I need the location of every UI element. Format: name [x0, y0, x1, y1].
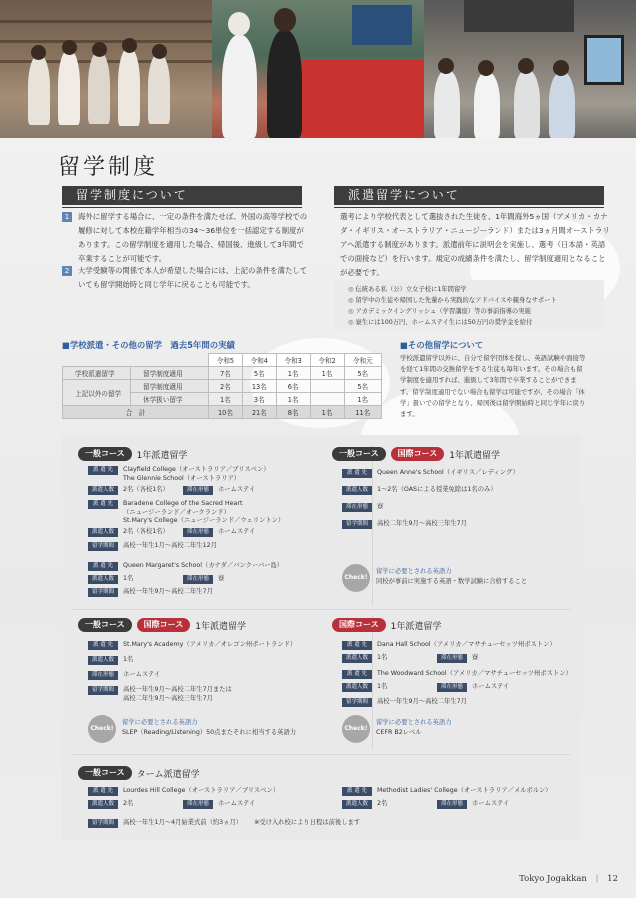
style-label: 滞在形態	[183, 528, 213, 537]
cell: 2名	[209, 380, 243, 393]
period-label: 留学期間	[342, 520, 372, 529]
cell: 7名	[209, 367, 243, 380]
course-1-count-1	[88, 486, 363, 495]
divider	[72, 609, 570, 610]
style-label: 滞在形態	[437, 654, 467, 663]
check-badge: Check!	[342, 564, 370, 592]
period-value: 高校二年生9月〜高校三年生7月	[377, 520, 467, 527]
course-4-dest-2	[342, 670, 577, 679]
general-course-badge: 一般コース	[78, 447, 132, 461]
cell: 3名	[242, 393, 276, 406]
general-course-badge: 一般コース	[78, 618, 132, 632]
course-1-count-2	[88, 528, 363, 537]
cell: 21名	[242, 406, 276, 419]
count-label: 派遣人数	[342, 654, 372, 663]
dest-value: The Woodward School（アメリカ／マサチューセッツ州ボストン）	[377, 670, 572, 677]
course-2-requirement	[376, 567, 572, 587]
page-number: 12	[607, 874, 618, 884]
cell: 6名	[276, 380, 310, 393]
cell: 11名	[344, 406, 382, 419]
page-footer	[519, 874, 618, 884]
cell: 5名	[242, 367, 276, 380]
count-value: 1名	[123, 575, 134, 582]
international-course-badge: 国際コース	[137, 618, 191, 632]
dest-value: Queen Anne's School（イギリス／レディング）	[377, 469, 519, 476]
style-label: 滞在形態	[88, 671, 118, 680]
dest-value: Lourdes Hill College（オーストラリア／ブリスベン）	[123, 787, 280, 794]
count-label: 派遣人数	[342, 800, 372, 809]
checklist-item: ◎ 留学中の生徒や帰国した先輩から実践的なアドバイスや親身なサポート	[348, 295, 590, 306]
style-label: 滞在形態	[183, 575, 213, 584]
style-value: 寮	[472, 654, 479, 661]
dest-value: Methodist Ladies' College（オーストラリア／メルボルン）	[377, 787, 552, 794]
period-value: 高校一年生9月〜高校二年生7月または 高校二年生9月〜高校三年生7月	[123, 686, 232, 702]
cell	[310, 380, 344, 393]
cell: 1名	[310, 367, 344, 380]
period-label: 留学期間	[342, 698, 372, 707]
other-study-heading: ■その他留学について	[400, 340, 484, 350]
course-3-period	[88, 686, 363, 703]
count-value: 2名（各校1名）	[123, 528, 169, 535]
course-1-dest-3	[88, 562, 363, 571]
course-3-style	[88, 671, 363, 680]
dest-label: 派 遣 先	[88, 787, 118, 796]
course-4-count-1	[342, 654, 577, 663]
style-label: 滞在形態	[437, 800, 467, 809]
period-label: 留学期間	[88, 819, 118, 828]
row-label: 留学制度適用	[131, 367, 209, 380]
period-value: 高校一年生1月〜高校二年生12月	[123, 542, 217, 549]
course-1-dest-2	[88, 500, 363, 526]
other-study-text: 学校派遣留学以外に、自分で留学団体を探し、英語試験や面接等を経て1年間の交換留学をする生徒も毎年います。その場合も留学制度を適用すれば、進級して3年間で卒業することができます。留学制度適用でない場合も留学は可能ですが、その場合「休学」扱いでの留学となり、帰国後は留学開始時と同じ学年に戻ります。	[400, 354, 586, 419]
count-value: 1名	[123, 656, 134, 663]
item-number: 2	[62, 266, 72, 276]
requirement-text: 同校が事前に実施する英語・数学試験に合格すること	[376, 578, 528, 585]
row-group: 上記以外の留学	[63, 380, 131, 406]
style-label: 滞在形態	[183, 800, 213, 809]
style-label: 滞在形態	[342, 503, 372, 512]
cell: 8名	[276, 406, 310, 419]
footer-separator: |	[595, 874, 599, 884]
course-5-title	[78, 766, 200, 780]
course-5-count-2	[342, 800, 577, 809]
style-value: ホームステイ	[218, 528, 256, 535]
library-group-photo	[0, 0, 212, 138]
requirement-text: CEFR B2レベル	[376, 729, 422, 736]
dest-label: 派 遣 先	[88, 500, 118, 509]
course-name: 1年派遣留学	[136, 450, 188, 461]
course-5-dest-1	[88, 787, 338, 796]
course-1-period-3	[88, 588, 363, 597]
count-value: 1〜2名（OASによる授業免除は1名のみ）	[377, 486, 497, 493]
course-2-period	[342, 520, 572, 529]
row-label: 休学扱い留学	[131, 393, 209, 406]
course-5-count-1	[88, 800, 338, 809]
count-value: 1名	[377, 654, 388, 661]
count-value: 2名	[123, 800, 134, 807]
dest-label: 派 遣 先	[342, 469, 372, 478]
course-5-period	[88, 819, 568, 828]
dest-value: Dana Hall School（アメリカ／マサチューセッツ州ボストン）	[377, 641, 556, 648]
course-name: 1年派遣留学	[195, 621, 246, 632]
year-header: 令和4	[242, 354, 276, 367]
year-header: 令和2	[310, 354, 344, 367]
course-1-title	[78, 447, 187, 461]
period-value: 高校一年生9月〜高校二年生7月	[377, 698, 467, 705]
table-row	[63, 380, 382, 393]
course-panel	[62, 435, 580, 840]
course-4-dest-1	[342, 641, 577, 650]
cell: 13名	[242, 380, 276, 393]
checklist-item: ◎ 寮生には100万円、ホームステイ生には50万円の奨学金を給付	[348, 317, 590, 328]
course-1-period-2	[88, 542, 363, 551]
total-label: 合 計	[63, 406, 209, 419]
dest-label: 派 遣 先	[342, 670, 372, 679]
check-badge: Check!	[342, 715, 370, 743]
period-label: 留学期間	[88, 588, 118, 597]
course-4-period	[342, 698, 577, 707]
table-row	[63, 367, 382, 380]
course-5-dest-2	[342, 787, 577, 796]
requirement-heading: 留学に必要とされる英語力	[122, 719, 198, 726]
count-label: 派遣人数	[88, 528, 118, 537]
cell: 5名	[344, 380, 382, 393]
results-table	[62, 353, 382, 419]
cell: 5名	[344, 367, 382, 380]
dest-value: Clayfield College（オーストラリア／ブリスベン） The Glennie School（オーストラリア）	[123, 466, 270, 482]
style-value: ホームステイ	[218, 800, 256, 807]
check-badge: Check!	[88, 715, 116, 743]
style-value: ホームステイ	[123, 671, 161, 678]
dest-label: 派 遣 先	[88, 641, 118, 650]
left-section-heading: 留学制度について	[62, 186, 302, 205]
style-value: 寮	[218, 575, 225, 582]
course-2-dest	[342, 469, 572, 478]
right-section-text: 選考により学校代表として選抜された生徒を、1年間海外5ヵ国（アメリカ・カナダ・イギリス・オーストラリア・ニュージーランド）または3ヵ月間オーストラリアへ派遣する制度があります。派遣前年に説明会を実施し、選考（日本語・英語での面接など）を行います。規定の成績条件を満たし、留学制度適用となることが必要です。	[340, 212, 610, 277]
item-number: 1	[62, 212, 72, 222]
left-item-1	[62, 210, 308, 266]
general-course-badge: 一般コース	[78, 766, 132, 780]
course-1-count-3	[88, 575, 363, 584]
year-header: 令和3	[276, 354, 310, 367]
course-1-dest-1	[88, 466, 363, 483]
cell	[310, 393, 344, 406]
count-label: 派遣人数	[88, 656, 118, 665]
cell: 10名	[209, 406, 243, 419]
cell: 1名	[310, 406, 344, 419]
table-total-row	[63, 406, 382, 419]
market-photo	[212, 0, 424, 138]
period-label: 留学期間	[88, 542, 118, 551]
period-value: 高校一年生9月〜高校二年生7月	[123, 588, 213, 595]
dest-label: 派 遣 先	[342, 787, 372, 796]
row-label: 留学制度適用	[131, 380, 209, 393]
count-label: 派遣人数	[88, 800, 118, 809]
course-3-count	[88, 656, 363, 665]
benefit-checklist	[334, 280, 604, 330]
right-section-heading: 派遣留学について	[334, 186, 604, 205]
course-3-requirement	[122, 718, 367, 738]
item-text: 海外に留学する場合に、一定の条件を満たせば、外国の高等学校での履修に対して本校在籍学年相当の34〜36単位を一括認定する制度があります。この留学制度を適用した場合、帰国後、進級して3年間で卒業することが可能です。	[78, 212, 308, 263]
period-label: 留学期間	[88, 686, 118, 695]
item-text: 大学受験等の関係で本人が希望した場合には、上記の条件を満たしていても留学開始時と同じ学年に戻ることも可能です。	[78, 266, 308, 289]
header-photo-strip	[0, 0, 636, 138]
dest-value: St.Mary's Academy（アメリカ／オレゴン州ポートランド）	[123, 641, 297, 648]
course-name: ターム派遣留学	[136, 769, 200, 780]
count-value: 2名（各校1名）	[123, 486, 169, 493]
international-course-badge: 国際コース	[332, 618, 386, 632]
count-value: 1名	[377, 683, 388, 690]
requirement-text: SLEP（Reading/Listening）50点またそれに相当する英語力	[122, 729, 297, 736]
count-label: 派遣人数	[88, 575, 118, 584]
year-header: 令和5	[209, 354, 243, 367]
dest-label: 派 遣 先	[342, 641, 372, 650]
course-3-dest	[88, 641, 363, 650]
dest-label: 派 遣 先	[88, 466, 118, 475]
requirement-heading: 留学に必要とされる英語力	[376, 719, 452, 726]
course-3-title	[78, 618, 246, 632]
cell: 1名	[276, 367, 310, 380]
course-2-title	[332, 447, 500, 461]
school-name: Tokyo Jogakkan	[519, 874, 587, 884]
results-table-title: ■学校派遣・その他の留学 過去5年間の実績	[62, 340, 235, 350]
checklist-item: ◎ 伝統ある私（公）立女子校に1年間留学	[348, 284, 590, 295]
course-2-style	[342, 503, 572, 512]
cell: 1名	[276, 393, 310, 406]
style-label: 滞在形態	[183, 486, 213, 495]
cell: 1名	[344, 393, 382, 406]
count-label: 派遣人数	[342, 683, 372, 692]
page-title: 留学制度	[58, 155, 159, 180]
count-label: 派遣人数	[342, 486, 372, 495]
count-label: 派遣人数	[88, 486, 118, 495]
museum-photo	[424, 0, 636, 138]
course-name: 1年派遣留学	[449, 450, 500, 461]
style-label: 滞在形態	[437, 683, 467, 692]
style-value: ホームステイ	[218, 486, 256, 493]
dest-value: Queen Margaret's School（カナダ／バンクーバー島）	[123, 562, 284, 569]
checklist-item: ◎ アカデミックイングリッシュ（学習講座）等の事前指導の実施	[348, 306, 590, 317]
style-value: 寮	[377, 503, 384, 510]
course-4-count-2	[342, 683, 577, 692]
dest-value: Baradene College of the Sacred Heart （ニュージーランド／オークランド） St.Mary's College（ニュージーランド／ウェリントン）	[123, 500, 285, 524]
course-name: 1年派遣留学	[390, 621, 442, 632]
row-group: 学校派遣留学	[63, 367, 131, 380]
course-4-requirement	[376, 718, 572, 738]
left-item-2	[62, 264, 308, 292]
course-4-title	[332, 618, 441, 632]
style-value: ホームステイ	[472, 683, 510, 690]
period-value: 高校一年生1月〜4月始業式前（約3ヵ月）	[123, 819, 243, 826]
course-2-count	[342, 486, 572, 495]
general-course-badge: 一般コース	[332, 447, 386, 461]
international-course-badge: 国際コース	[391, 447, 445, 461]
year-header: 令和元	[344, 354, 382, 367]
requirement-heading: 留学に必要とされる英語力	[376, 568, 452, 575]
divider	[72, 754, 570, 755]
period-note: ※受け入れ校により日程は前後します	[254, 819, 361, 826]
count-value: 2名	[377, 800, 388, 807]
cell: 1名	[209, 393, 243, 406]
style-value: ホームステイ	[472, 800, 510, 807]
dest-label: 派 遣 先	[88, 562, 118, 571]
